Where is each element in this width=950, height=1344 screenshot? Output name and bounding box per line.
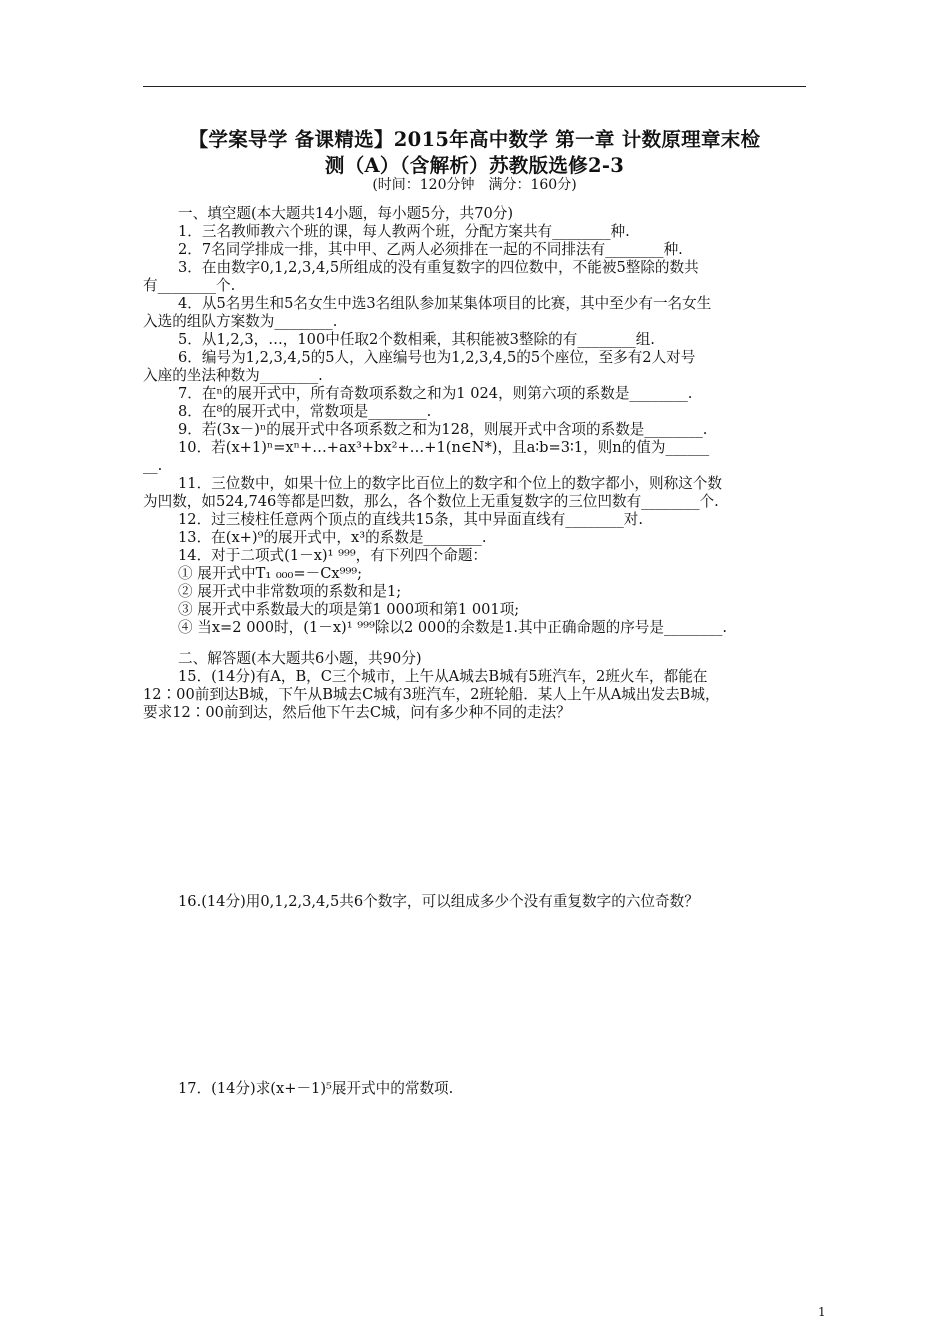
question-15-line1: 15．(14分)有A，B，C三个城市，上午从A城去B城有5班汽车，2班火车，都能在 (178, 668, 708, 685)
document-subtitle: (时间：120分钟 满分：160分) (372, 177, 577, 193)
question-11-line1: 11．三位数中，如果十位上的数字比百位上的数字和个位上的数字都小，则称这个数 (178, 475, 722, 492)
question-4-line2: 入选的组队方案数为________. (143, 313, 338, 330)
question-1: 1．三名教师教六个班的课，每人教两个班，分配方案共有________种. (178, 223, 630, 240)
section2-heading: 二、解答题(本大题共6小题，共90分) (178, 650, 422, 667)
question-5: 5．从1,2,3，…，100中任取2个数相乘，其积能被3整除的有________组. (178, 331, 655, 348)
question-14-proposition-1: ① 展开式中T₁ ₀₀₀=－Cx⁹⁹⁹; (178, 565, 363, 582)
question-15-line3: 要求12∶00前到达，然后他下午去C城，问有多少种不同的走法？ (143, 704, 571, 721)
section1-heading: 一、填空题(本大题共14小题，每小题5分，共70分) (178, 205, 514, 222)
question-10-line2: __. (143, 457, 163, 474)
question-6-line1: 6．编号为1,2,3,4,5的5人，入座编号也为1,2,3,4,5的5个座位，至多有2人对号 (178, 349, 696, 366)
question-6-line2: 入座的坐法种数为________. (143, 367, 323, 384)
question-3-line2: 有________个. (143, 277, 236, 294)
question-3-line1: 3．在由数字0,1,2,3,4,5所组成的没有重复数字的四位数中，不能被5整除的数共 (178, 259, 699, 276)
question-14-proposition-4: ④ 当x=2 000时，(1－x)¹ ⁹⁹⁹除以2 000的余数是1.其中正确命题的序号是________. (178, 619, 728, 636)
question-4-line1: 4．从5名男生和5名女生中选3名组队参加某集体项目的比赛，其中至少有一名女生 (178, 295, 712, 312)
question-2: 2．7名同学排成一排，其中甲、乙两人必须排在一起的不同排法有________种. (178, 241, 683, 258)
question-9: 9．若(3x－)ⁿ的展开式中各项系数之和为128，则展开式中含项的系数是________. (178, 421, 708, 438)
page-number: 1 (818, 1305, 826, 1319)
question-13: 13．在(x+)⁹的展开式中，x³的系数是________. (178, 529, 487, 546)
question-15-line2: 12∶00前到达B城，下午从B城去C城有3班汽车，2班轮船．某人上午从A城出发去B城， (143, 686, 720, 703)
question-7: 7．在ⁿ的展开式中，所有奇数项系数之和为1 024，则第六项的系数是________. (178, 385, 693, 402)
question-17: 17．(14分)求(x+－1)⁵展开式中的常数项. (178, 1080, 454, 1097)
document-title-line2: 测（A）（含解析）苏教版选修2-3 (324, 154, 625, 177)
question-10-line1: 10．若(x+1)ⁿ=xⁿ+…+ax³+bx²+…+1(n∈N*)，且a∶b=3∶1，则n的值为______ (178, 439, 710, 456)
question-16: 16.(14分)用0,1,2,3,4,5共6个数字，可以组成多少个没有重复数字的六位奇数？ (178, 893, 699, 910)
question-14-proposition-3: ③ 展开式中系数最大的项是第1 000项和第1 001项; (178, 601, 520, 618)
question-11-line2: 为凹数，如524,746等都是凹数，那么，各个数位上无重复数字的三位凹数有________个. (143, 493, 719, 510)
question-14-stem: 14．对于二项式(1－x)¹ ⁹⁹⁹，有下列四个命题： (178, 547, 488, 564)
question-12: 12．过三棱柱任意两个顶点的直线共15条，其中异面直线有________对. (178, 511, 643, 528)
question-8: 8．在⁸的展开式中，常数项是________. (178, 403, 432, 420)
header-rule (143, 86, 806, 87)
document-title-line1: 【学案导学 备课精选】2015年高中数学 第一章 计数原理章末检 (188, 128, 761, 151)
question-14-proposition-2: ② 展开式中非常数项的系数和是1; (178, 583, 402, 600)
